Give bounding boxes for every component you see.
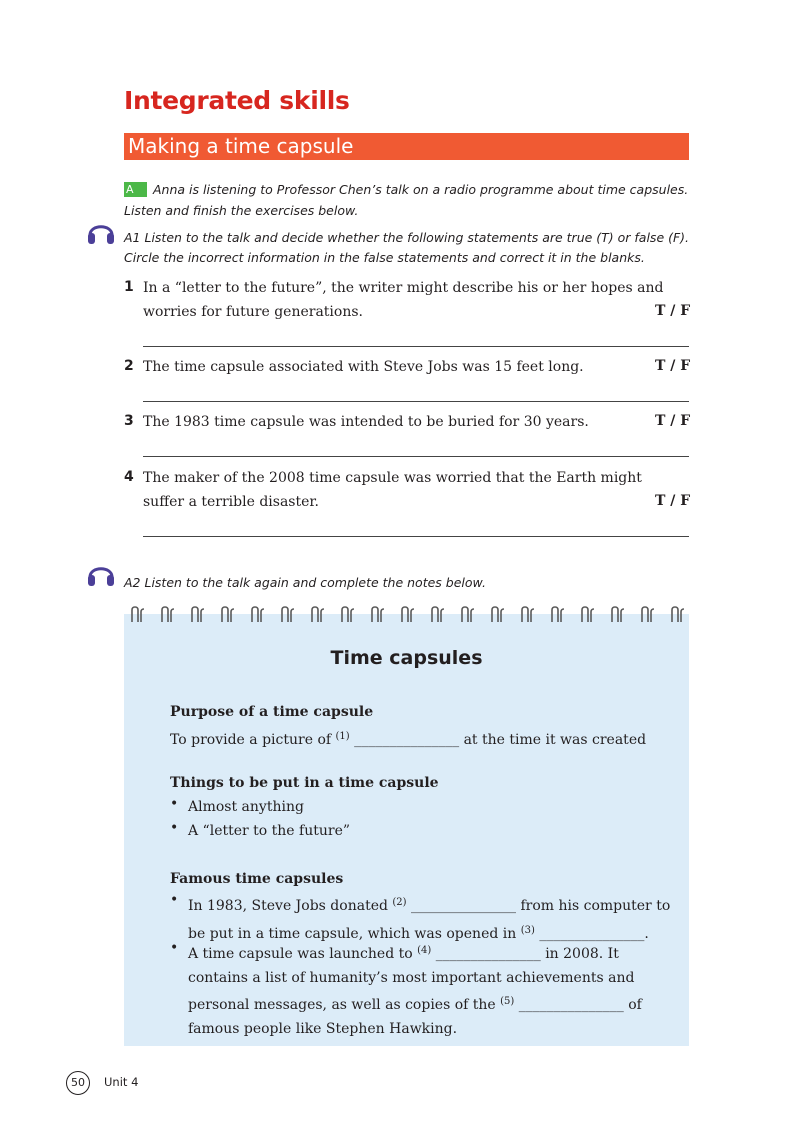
purpose-section bbox=[170, 701, 646, 752]
a1-instructions bbox=[124, 228, 694, 268]
true-false-choice[interactable]: T / F bbox=[655, 413, 691, 429]
intro-line-2: Listen and finish the exercises below. bbox=[124, 203, 359, 218]
question-number: 3 bbox=[124, 413, 134, 429]
spiral-rings bbox=[124, 604, 689, 624]
question-number: 2 bbox=[124, 358, 134, 374]
blank-number: (3) bbox=[520, 924, 535, 936]
text: In 1983, Steve Jobs donated bbox=[188, 898, 393, 914]
headphones-icon bbox=[86, 218, 116, 246]
famous-item-2008 bbox=[188, 939, 678, 1041]
text: famous people like Stephen Hawking. bbox=[188, 1020, 458, 1037]
blank-number: (5) bbox=[500, 996, 515, 1007]
answer-blank[interactable] bbox=[143, 456, 689, 457]
question-line: suffer a terrible disaster. bbox=[143, 494, 319, 510]
list-item: Almost anything bbox=[188, 799, 304, 815]
fill-blank[interactable]: _______________ at the time it was created bbox=[349, 731, 647, 748]
question-text bbox=[143, 466, 642, 514]
question-line: In a “letter to the future”, the writer might describe his or her hopes and bbox=[143, 280, 664, 296]
a2-instruction: A2 Listen to the talk again and complete the notes below. bbox=[124, 575, 486, 590]
text: personal messages, as well as copies of the bbox=[188, 997, 501, 1013]
question-number: 4 bbox=[124, 469, 134, 485]
fill-blank[interactable]: _______________ from his computer to bbox=[406, 898, 671, 914]
intro-line-1: Anna is listening to Professor Chen’s talk on a radio programme about time capsules. bbox=[153, 182, 689, 197]
a1-line-1: A1 Listen to the talk and decide whether the following statements are true (T) or false (F). bbox=[124, 230, 690, 245]
true-false-choice[interactable]: T / F bbox=[655, 303, 691, 319]
headphones-icon bbox=[86, 560, 116, 588]
question-text: The 1983 time capsule was intended to be buried for 30 years. bbox=[143, 414, 589, 430]
famous-item-jobs bbox=[188, 891, 678, 946]
blank-number: (2) bbox=[392, 897, 407, 908]
text: contains a list of humanity’s most important achievements and bbox=[188, 969, 635, 986]
bullet: • bbox=[170, 892, 179, 908]
famous-heading bbox=[170, 868, 343, 892]
section-banner bbox=[124, 133, 689, 160]
page-title: Integrated skills bbox=[124, 86, 350, 115]
question-number: 1 bbox=[124, 279, 134, 295]
bullet: • bbox=[170, 940, 179, 956]
answer-blank[interactable] bbox=[143, 536, 689, 537]
text: A time capsule was launched to bbox=[188, 946, 418, 962]
text: To provide a picture of bbox=[170, 731, 336, 748]
things-heading bbox=[170, 772, 439, 796]
answer-blank[interactable] bbox=[143, 346, 689, 347]
things-heading-text: Things to be put in a time capsule bbox=[170, 775, 439, 791]
part-a-intro bbox=[124, 179, 694, 221]
notes-title: Time capsules bbox=[330, 647, 483, 669]
question-text bbox=[143, 276, 663, 324]
purpose-line bbox=[170, 725, 646, 753]
page-number: 50 bbox=[66, 1071, 90, 1095]
bullet: • bbox=[170, 820, 179, 836]
bullet: • bbox=[170, 796, 179, 812]
unit-label: Unit 4 bbox=[104, 1075, 139, 1089]
true-false-choice[interactable]: T / F bbox=[655, 358, 691, 374]
section-title: Making a time capsule bbox=[128, 134, 354, 158]
question-text: The time capsule associated with Steve Jobs was 15 feet long. bbox=[143, 359, 584, 375]
fill-blank[interactable]: _______________ of bbox=[514, 997, 642, 1013]
purpose-heading: Purpose of a time capsule bbox=[170, 704, 374, 720]
question-line: The maker of the 2008 time capsule was worried that the Earth might bbox=[143, 470, 642, 486]
a1-line-2: Circle the incorrect information in the false statements and correct it in the blanks. bbox=[124, 250, 645, 265]
fill-blank[interactable]: _______________ in 2008. It bbox=[431, 946, 619, 962]
text: be put in a time capsule, which was opened in bbox=[188, 925, 521, 942]
answer-blank[interactable] bbox=[143, 401, 689, 402]
blank-number: (1) bbox=[335, 730, 350, 742]
question-line: worries for future generations. bbox=[143, 304, 363, 320]
list-item: A “letter to the future” bbox=[188, 823, 351, 839]
famous-heading-text: Famous time capsules bbox=[170, 871, 344, 887]
fill-blank[interactable]: _______________. bbox=[534, 925, 649, 942]
blank-number: (4) bbox=[417, 945, 432, 956]
true-false-choice[interactable]: T / F bbox=[655, 493, 691, 509]
part-a-badge: A bbox=[124, 182, 147, 197]
